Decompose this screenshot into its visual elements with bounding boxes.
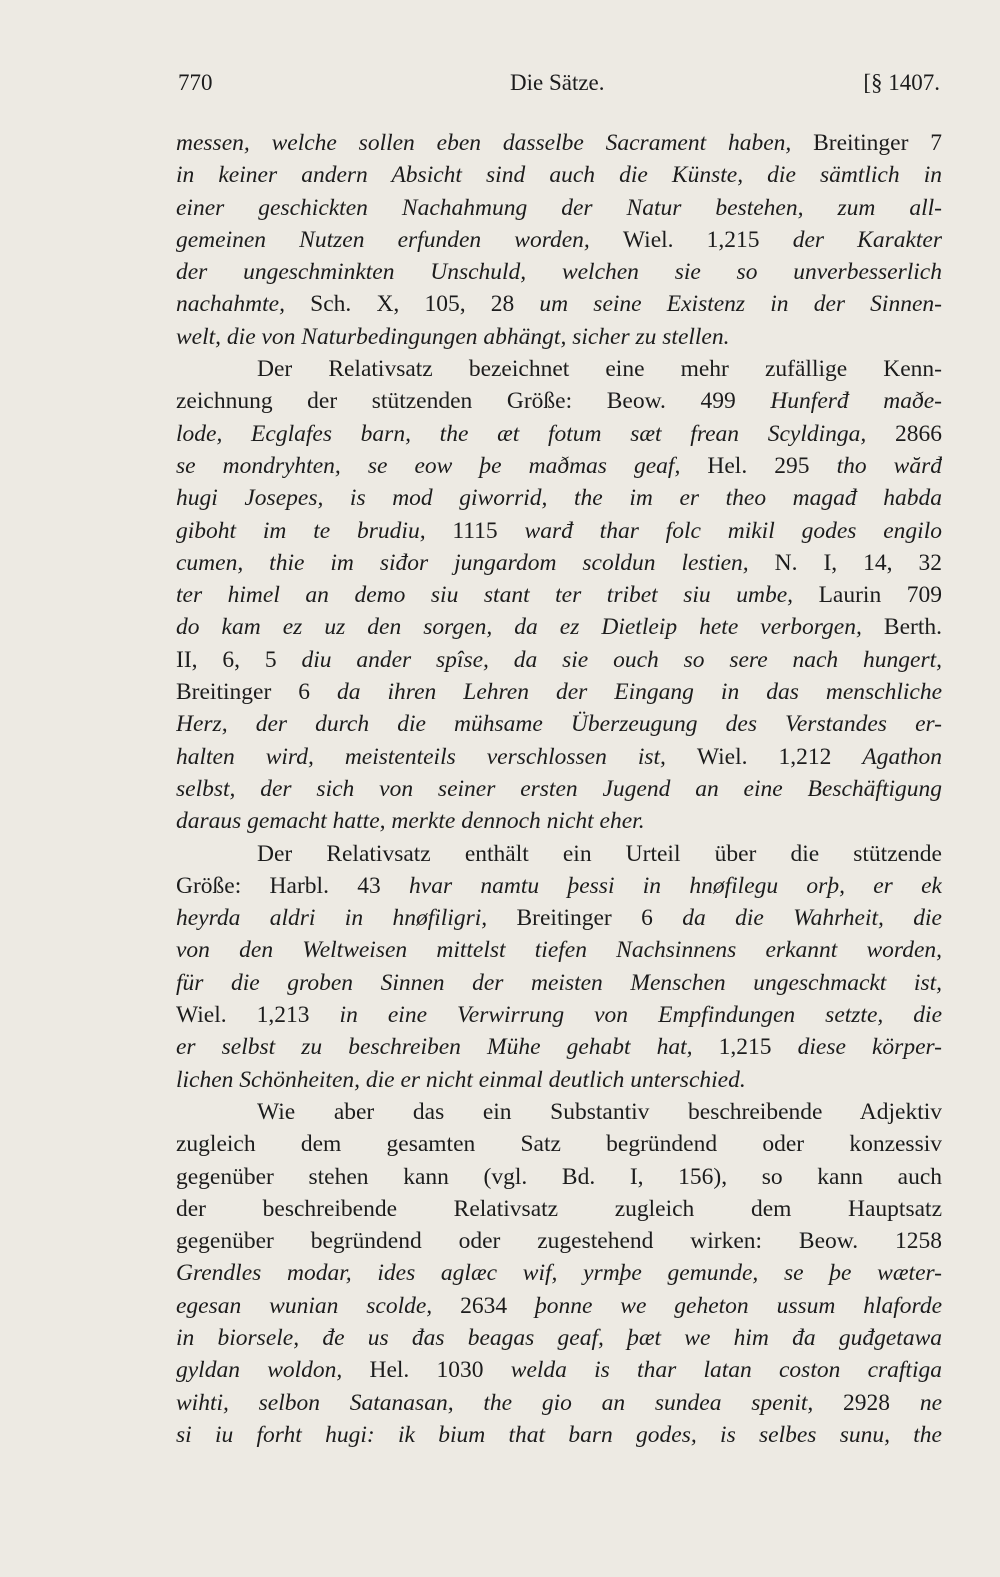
text-line <box>176 1387 942 1419</box>
text-line <box>176 1064 942 1096</box>
text-line <box>176 1354 942 1386</box>
text-line <box>176 838 942 870</box>
italic-text: in biorsele, đe us đas beagas geaf, þæt we him đa guđgetawa <box>176 1324 942 1351</box>
roman-text: Der Relativsatz bezeichnet eine mehr zufällige Kenn- <box>257 356 942 383</box>
text-line <box>176 1257 942 1289</box>
roman-text: Wiel. 1,215 <box>622 226 793 253</box>
text-line <box>176 870 942 902</box>
text-line <box>176 515 942 547</box>
roman-text: Größe: Harbl. 43 <box>176 872 410 899</box>
roman-text: Wie aber das ein Substantiv beschreibende Adjektiv <box>257 1098 942 1125</box>
roman-text: zeichnung der stützenden Größe: Beow. 499 <box>176 388 771 415</box>
text-line <box>176 159 942 191</box>
text-line <box>176 934 942 966</box>
text-line <box>176 1290 942 1322</box>
italic-text: Grendles modar, ides aglæc wif, yrmþe gemunde, se þe wæter- <box>176 1260 942 1287</box>
roman-text: gegenüber begründend oder zugestehend wirken: Beow. 1258 <box>176 1228 942 1255</box>
roman-text: Breitinger 6 <box>516 905 683 932</box>
text-line <box>176 224 942 256</box>
text-line <box>176 1193 942 1225</box>
italic-text: in keiner andern Absicht sind auch die Künste, die sämtlich in <box>176 162 942 189</box>
text-line <box>176 1225 942 1257</box>
italic-text: warđ thar folc mikil godes engilo <box>524 517 942 544</box>
text-line <box>176 1096 942 1128</box>
italic-text: Herz, der durch die mühsame Überzeugung des Verstandes er- <box>176 711 942 738</box>
text-line <box>176 1322 942 1354</box>
italic-text: hvar namtu þessi in hnøfilegu orþ, er ek <box>409 872 942 899</box>
italic-text: gyldan woldon, <box>176 1357 370 1384</box>
italic-text: in eine Verwirrung von Empfindungen setzte, die <box>339 1002 942 1029</box>
roman-text: Breitinger 7 <box>813 130 942 156</box>
text-line <box>176 1128 942 1160</box>
italic-text: Hunferđ maðe- <box>770 388 942 415</box>
text-line <box>176 547 942 579</box>
italic-text: wihti, selbon Satanasan, the gio an sundea spenit, <box>176 1389 844 1416</box>
text-line <box>176 288 942 320</box>
italic-text: egesan wunian scolde, <box>176 1292 461 1319</box>
text-line <box>176 418 942 450</box>
italic-text: cumen, thie im siđor jungardom scoldun lestien, <box>176 549 775 576</box>
italic-text: þonne we geheton ussum hlaforde <box>534 1292 942 1319</box>
text-line <box>176 644 942 676</box>
italic-text: nachahmte, <box>176 291 311 318</box>
roman-text: gegenüber stehen kann (vgl. Bd. I, 156), so kann auch <box>176 1163 942 1190</box>
italic-text: do kam ez uz den sorgen, da ez Dietleip hete verborgen, <box>176 614 884 641</box>
roman-text: Breitinger 6 <box>176 679 338 706</box>
italic-text: welt, die von Naturbedingungen abhängt, sicher zu stellen. <box>176 323 730 350</box>
italic-text: der ungeschminkten Unschuld, welchen sie so unverbesserlich <box>176 259 942 286</box>
text-line <box>176 450 942 482</box>
text-line <box>176 256 942 288</box>
italic-text: da die Wahrheit, die <box>682 905 942 932</box>
roman-text: Sch. X, 105, 28 <box>310 291 540 318</box>
italic-text: heyrda aldri in hnøfiligri, <box>176 905 517 932</box>
text-line <box>176 773 942 805</box>
text-line <box>176 741 942 773</box>
italic-text: diese körper- <box>797 1034 942 1061</box>
text-line <box>176 353 942 385</box>
roman-text: Wiel. 1,213 <box>176 1002 340 1029</box>
italic-text: halten wird, meistenteils verschlossen ist, <box>176 743 697 770</box>
text-line <box>176 611 942 643</box>
italic-text: ter himel an demo siu stant ter tribet siu umbe, <box>176 582 819 609</box>
italic-text: da ihren Lehren der Eingang in das menschliche <box>337 679 942 706</box>
italic-text: selbst, der sich von seiner ersten Jugend an eine Beschäftigung <box>176 775 942 802</box>
text-line <box>176 999 942 1031</box>
italic-text: für die groben Sinnen der meisten Menschen ungeschmackt ist, <box>176 969 942 996</box>
italic-text: lichen Schönheiten, die er nicht einmal deutlich unterschied. <box>176 1066 746 1093</box>
roman-text: 2928 <box>843 1389 920 1416</box>
page-header <box>178 70 940 110</box>
roman-text: 1,215 <box>718 1034 798 1061</box>
text-line <box>176 805 942 837</box>
italic-text: si iu forht hugi: ik bium that barn godes, is selbes sunu, the <box>176 1421 942 1448</box>
italic-text: ne <box>919 1389 942 1416</box>
page-number: 770 <box>178 70 213 95</box>
roman-text: Der Relativsatz enthält ein Urteil über die stützende <box>257 840 942 867</box>
roman-text: der beschreibende Relativsatz zugleich dem Hauptsatz <box>176 1195 942 1222</box>
italic-text: um seine Existenz in der Sinnen- <box>539 291 942 318</box>
italic-text: der Karakter <box>792 226 942 253</box>
italic-text: einer geschickten Nachahmung der Natur bestehen, zum all- <box>176 194 942 221</box>
italic-text: diu ander spîse, da sie ouch so sere nach hungert, <box>301 646 942 673</box>
section-number: [§ 1407. <box>863 70 940 95</box>
italic-text: gemeinen Nutzen erfunden worden, <box>176 226 623 253</box>
text-line <box>176 1419 942 1451</box>
roman-text: 2634 <box>460 1292 535 1319</box>
text-line <box>176 1161 942 1193</box>
italic-text: er selbst zu beschreiben Mühe gehabt hat, <box>176 1034 719 1061</box>
text-line <box>176 321 942 353</box>
roman-text: Berth. <box>883 614 942 641</box>
roman-text: zugleich dem gesamten Satz begründend oder konzessiv <box>176 1131 942 1158</box>
roman-text: N. I, 14, 32 <box>774 549 942 576</box>
italic-text: se mondryhten, se eow þe maðmas geaf, <box>176 452 708 479</box>
text-line <box>176 482 942 514</box>
roman-text: Wiel. 1,212 <box>696 743 863 770</box>
roman-text: Hel. 295 <box>707 452 837 479</box>
roman-text: Laurin 709 <box>818 582 942 609</box>
roman-text: Hel. 1030 <box>369 1357 511 1384</box>
roman-text: 1115 <box>452 517 525 544</box>
italic-text: giboht im te brudiu, <box>176 517 453 544</box>
italic-text: Agathon <box>862 743 942 770</box>
italic-text: messen, welche sollen eben dasselbe Sacrament haben, <box>176 130 814 156</box>
italic-text: tho wărđ <box>836 452 942 479</box>
text-line <box>176 967 942 999</box>
running-title: Die Sätze. <box>510 70 605 95</box>
text-line <box>176 676 942 708</box>
text-line <box>176 385 942 417</box>
text-line <box>176 127 942 159</box>
text-line <box>176 708 942 740</box>
italic-text: von den Weltweisen mittelst tiefen Nachsinnens erkannt worden, <box>176 937 942 964</box>
italic-text: daraus gemacht hatte, merkte dennoch nicht eher. <box>176 808 645 835</box>
text-line <box>176 902 942 934</box>
text-line <box>176 192 942 224</box>
roman-text: II, 6, 5 <box>176 646 302 673</box>
italic-text: welda is thar latan coston craftiga <box>510 1357 942 1384</box>
body-text <box>176 127 942 1451</box>
italic-text: hugi Josepes, is mod giworrid, the im er theo magađ habda <box>176 485 942 512</box>
roman-text: 2866 <box>895 420 942 447</box>
text-line <box>176 579 942 611</box>
text-line <box>176 1031 942 1063</box>
italic-text: lode, Ecglafes barn, the æt fotum sæt frean Scyldinga, <box>176 420 895 447</box>
